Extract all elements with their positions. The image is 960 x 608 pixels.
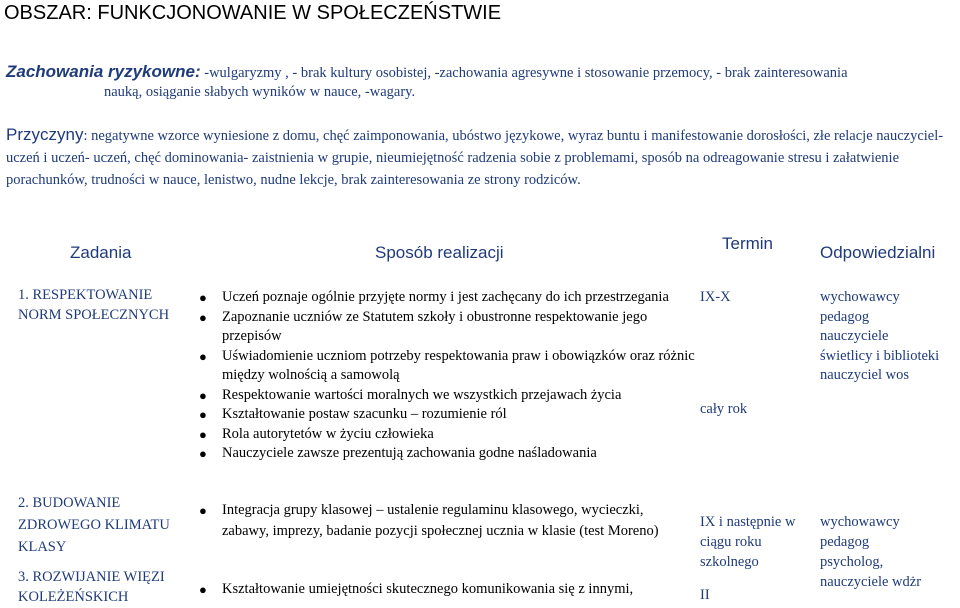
- list-item-text: Kształtowanie postaw szacunku – rozumienie ról: [222, 406, 507, 422]
- list-item: [196, 308, 696, 347]
- bullet-icon: ●: [199, 290, 207, 305]
- bullet-icon: ●: [199, 309, 207, 325]
- responsible-item: wychowawcy: [820, 514, 900, 530]
- responsible-1: [820, 288, 960, 386]
- responsible-item: nauczyciele: [820, 328, 889, 344]
- bullet-icon: ●: [199, 582, 207, 597]
- list-item: [196, 425, 696, 445]
- list-item-text: Rola autorytetów w życiu człowieka: [222, 425, 434, 442]
- header-term: Termin: [722, 234, 774, 253]
- list-item: [196, 288, 696, 308]
- list-item: [196, 444, 696, 464]
- bullet-icon: ●: [199, 387, 207, 403]
- list-item: [196, 500, 666, 542]
- task-1: 1. RESPEKTOWANIE NORM SPOŁECZNYCH: [18, 287, 170, 323]
- bullet-icon: ●: [199, 348, 207, 364]
- risky-behaviors-text: -wulgaryzmy , - brak kultury osobistej, -zachowania agresywne i stosowanie przemocy, - brak zainteresowania: [200, 65, 848, 81]
- header-method: Sposób realizacji: [375, 243, 504, 262]
- task-2: 2. BUDOWANIE ZDROWEGO KLIMATU KLASY: [18, 495, 170, 555]
- responsible-item: świetlicy i biblioteki: [820, 347, 940, 364]
- term-1a: IX-X: [700, 289, 731, 305]
- term-2: IX i następnie w ciągu roku szkolnego: [700, 514, 796, 570]
- list-item: [196, 386, 696, 406]
- term-1b: cały rok: [700, 401, 748, 417]
- causes-label: Przyczyny: [6, 125, 84, 144]
- list-item-text: Zapoznanie uczniów ze Statutem szkoły i obustronne respektowanie jego przepisów: [222, 308, 648, 344]
- responsible-item: pedagog: [820, 534, 870, 550]
- task-3: 3. ROZWIJANIE WIĘZI KOLEŻEŃSKICH: [18, 569, 165, 605]
- list-item-text: Integracja grupy klasowej – ustalenie regulaminu klasowego, wycieczki, zabawy, imprezy, badanie pozycji społecznej ucznia w klasie (test Moreno): [222, 502, 659, 539]
- responsible-item: nauczyciel wos: [820, 367, 909, 383]
- risky-behaviors-colon: :: [194, 62, 201, 81]
- list-item: [196, 347, 696, 386]
- header-responsible: Odpowiedzialni: [820, 243, 936, 262]
- responsible-item: psycholog,: [820, 554, 884, 570]
- responsible-2: [820, 512, 960, 592]
- bullet-icon: ●: [199, 407, 207, 422]
- risky-behaviors-text-cont: nauką, osiąganie słabych wyników w nauce, -wagary.: [104, 84, 416, 100]
- bullet-icon: ●: [199, 503, 207, 518]
- list-item: [196, 405, 696, 425]
- responsible-item: pedagog: [820, 308, 870, 325]
- list-item: [196, 580, 676, 600]
- causes-text: : negatywne wzorce wyniesione z domu, chęć zaimponowania, ubóstwo językowe, wyraz buntu i manifestowanie dorosłości, złe relacje nauczyciel- uczeń i uczeń- uczeń, chęć dominowania- zaistnienia w grupie, nieumiejętność radzenia sobie z problemami, sposób na odreagowanie stresu i załatwienie porachunków, trudności w nauce, lenistwo, nudne lekcje, brak zainteresowania ze strony rodziców.: [6, 128, 944, 188]
- responsible-item: nauczyciele wdżr: [820, 574, 922, 590]
- risky-behaviors-label: Zachowania ryzykowne: [6, 62, 195, 81]
- causes-section: [6, 124, 956, 191]
- method-list-2: [196, 500, 666, 542]
- list-item-text: Nauczyciele zawsze prezentują zachowania godne naśladowania: [222, 445, 597, 461]
- list-item-text: Uświadomienie uczniom potrzeby respektowania praw i obowiązków oraz różnic między wolnością a samowolą: [222, 347, 695, 383]
- list-item-text: Kształtowanie umiejętności skutecznego komunikowania się z innymi,: [222, 581, 634, 597]
- bullet-icon: ●: [199, 426, 207, 442]
- bullet-icon: ●: [199, 446, 207, 461]
- method-list-1: [196, 288, 696, 464]
- list-item-text: Uczeń poznaje ogólnie przyjęte normy i jest zachęcany do ich przestrzegania: [222, 289, 669, 305]
- header-tasks: Zadania: [70, 243, 132, 262]
- list-item-text: Respektowanie wartości moralnych we wszystkich przejawach życia: [222, 386, 622, 403]
- method-list-3: [196, 580, 676, 600]
- term-3: II: [700, 587, 710, 603]
- page-title: OBSZAR: FUNKCJONOWANIE W SPOŁECZEŃSTWIE: [4, 2, 502, 24]
- risky-behaviors-section: [6, 62, 956, 102]
- responsible-item: wychowawcy: [820, 289, 900, 305]
